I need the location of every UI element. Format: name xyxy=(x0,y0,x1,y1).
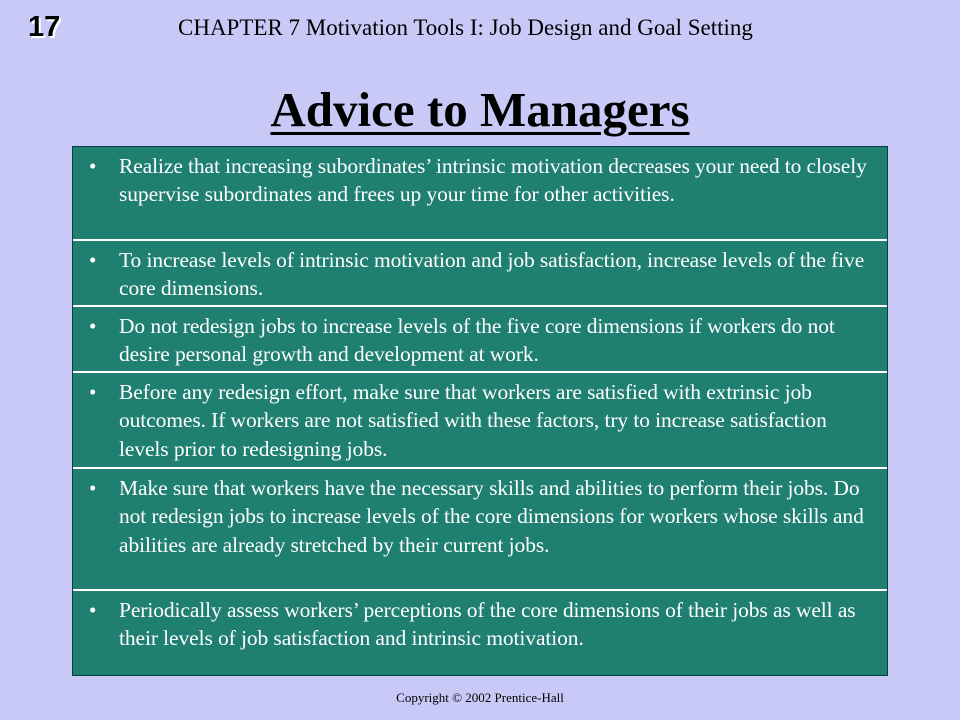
bullet-icon: • xyxy=(89,380,97,404)
advice-text: To increase levels of intrinsic motivation and job satisfaction, increase levels of the five core dimensions. xyxy=(119,248,865,301)
bullet-icon: • xyxy=(89,476,97,500)
advice-list xyxy=(72,146,888,676)
page-number: 17 xyxy=(28,11,61,43)
advice-item xyxy=(73,307,887,371)
advice-text: Before any redesign effort, make sure that workers are satisfied with extrinsic job outcomes. If workers are not satisfied with these factors, try to increase satisfaction levels prior to redesigning jobs. xyxy=(119,380,827,461)
advice-item xyxy=(73,373,887,467)
bullet-icon: • xyxy=(89,598,97,622)
chapter-header: CHAPTER 7 Motivation Tools I: Job Design and Goal Setting xyxy=(178,15,753,40)
advice-item xyxy=(73,147,887,239)
bullet-icon: • xyxy=(89,248,97,272)
advice-text: Do not redesign jobs to increase levels of the five core dimensions if workers do not desire personal growth and development at work. xyxy=(119,314,835,367)
advice-text: Realize that increasing subordinates’ intrinsic motivation decreases your need to closely supervise subordinates and frees up your time for other activities. xyxy=(119,154,867,207)
copyright-notice: Copyright © 2002 Prentice-Hall xyxy=(396,690,564,705)
advice-text: Make sure that workers have the necessary skills and abilities to perform their jobs. Do not redesign jobs to increase levels of the core dimensions for workers whose skills and abilities are already stretched by their current jobs. xyxy=(119,476,864,557)
advice-item xyxy=(73,469,887,589)
advice-item xyxy=(73,241,887,305)
bullet-icon: • xyxy=(89,314,97,338)
slide-title: Advice to Managers xyxy=(270,82,690,137)
advice-text: Periodically assess workers’ perceptions of the core dimensions of their jobs as well as their levels of job satisfaction and intrinsic motivation. xyxy=(119,598,856,651)
advice-item xyxy=(73,591,887,675)
bullet-icon: • xyxy=(89,154,97,178)
